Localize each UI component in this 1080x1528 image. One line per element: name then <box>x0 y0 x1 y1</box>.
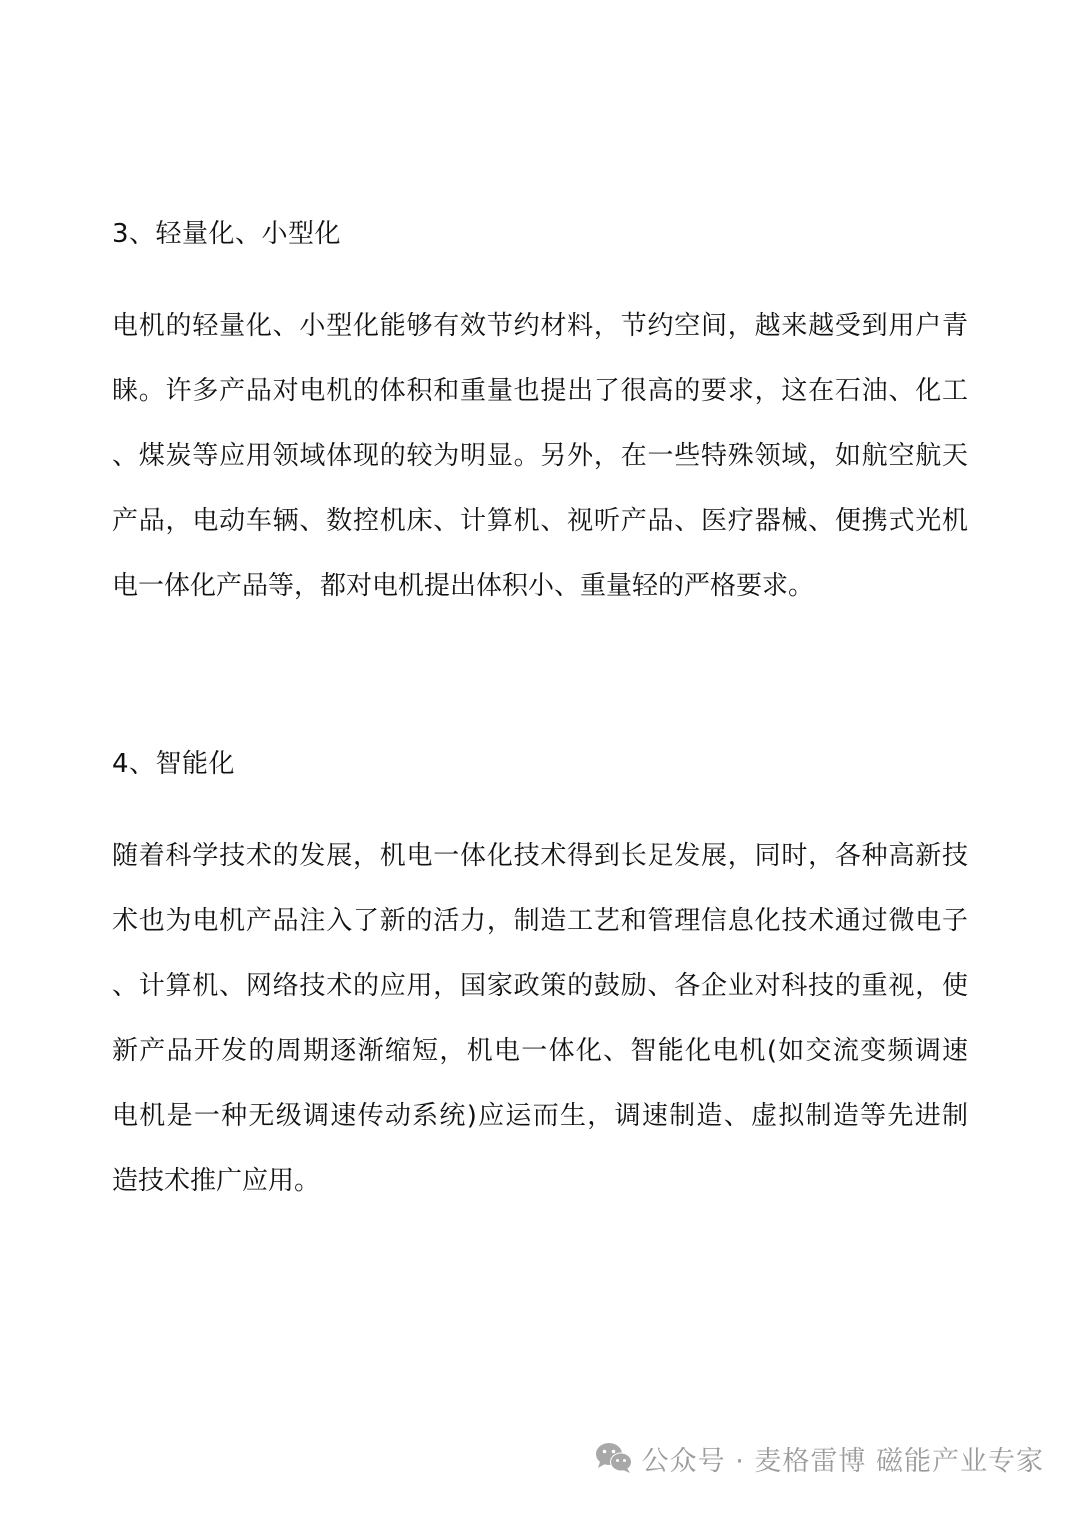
paragraph-line: 造技术推广应用。 <box>112 1166 321 1196</box>
paragraph-line: 电机的轻量化、小型化能够有效节约材料，节约空间，越来越受到用户青 <box>112 311 968 341</box>
footer-text: 公众号 · 麦格雷博 磁能产业专家 <box>641 1445 1044 1477</box>
section-3-paragraph <box>112 294 968 619</box>
paragraph-line: 产品，电动车辆、数控机床、计算机、视听产品、医疗器械、便携式光机 <box>112 506 968 536</box>
section-4-heading: 4、智能化 <box>112 749 236 779</box>
wechat-icon <box>594 1441 634 1475</box>
paragraph-line: 、煤炭等应用领域体现的较为明显。另外，在一些特殊领域，如航空航天 <box>112 441 968 471</box>
paragraph-line: 术也为电机产品注入了新的活力，制造工艺和管理信息化技术通过微电子 <box>112 906 968 936</box>
paragraph-line: 电机是一种无级调速传动系统)应运而生，调速制造、虚拟制造等先进制 <box>112 1101 968 1131</box>
paragraph-line: 随着科学技术的发展，机电一体化技术得到长足发展，同时，各种高新技 <box>112 841 968 871</box>
paragraph-line: 新产品开发的周期逐渐缩短，机电一体化、智能化电机(如交流变频调速 <box>112 1036 968 1066</box>
paragraph-line: 、计算机、网络技术的应用，国家政策的鼓励、各企业对科技的重视，使 <box>112 971 968 1001</box>
section-3-heading: 3、轻量化、小型化 <box>112 219 342 249</box>
paragraph-line: 电一体化产品等，都对电机提出体积小、重量轻的严格要求。 <box>112 571 815 601</box>
section-4-paragraph <box>112 824 968 1214</box>
footer-watermark <box>594 1440 1044 1476</box>
paragraph-line: 睐。许多产品对电机的体积和重量也提出了很高的要求，这在石油、化工 <box>112 376 968 406</box>
